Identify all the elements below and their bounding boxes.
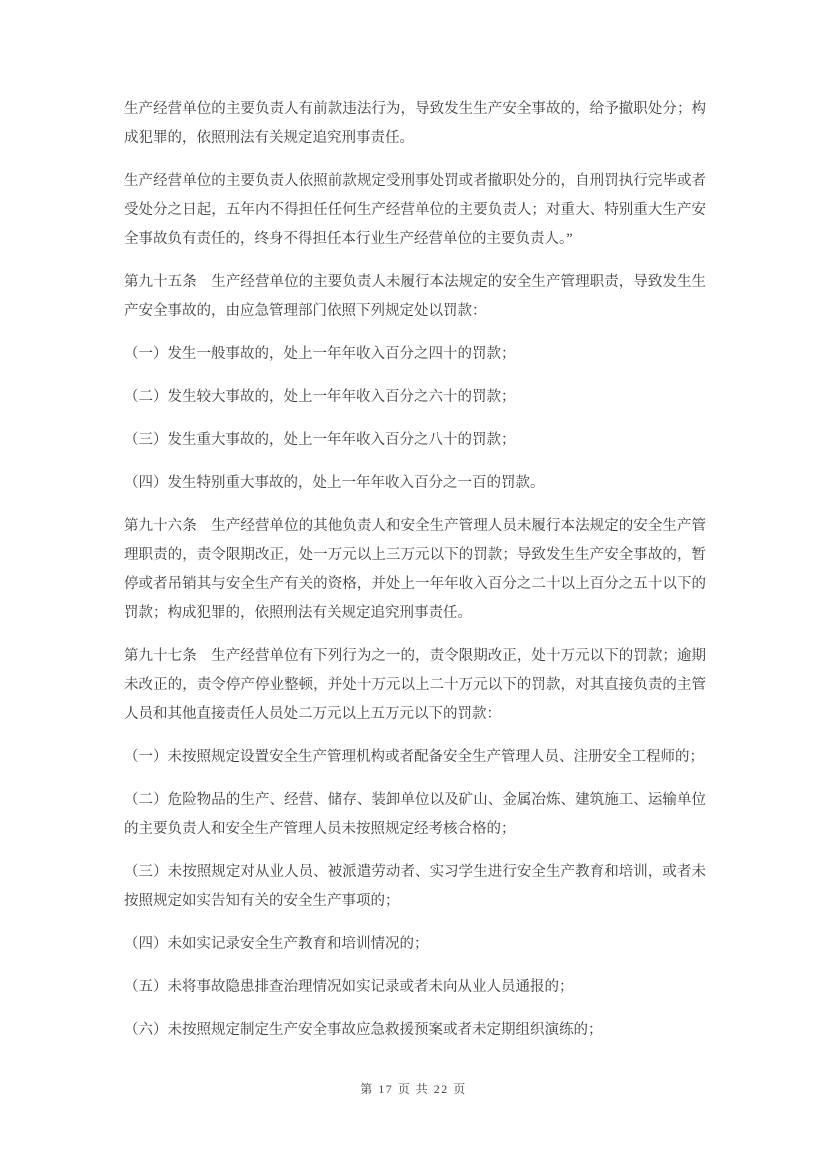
article-95-item-3: （三）发生重大事故的，处上一年年收入百分之八十的罚款； bbox=[124, 432, 516, 448]
article-95-item-2: （二）发生较大事故的，处上一年年收入百分之六十的罚款； bbox=[124, 389, 516, 405]
article-97-item-4: （四）未如实记录安全生产教育和培训情况的； bbox=[124, 936, 429, 952]
article-97-paragraph: 第九十七条 生产经营单位有下列行为之一的，责令限期改正，处十万元以下的罚款；逾期未改正的，责令停产停业整顿，并处十万元以上二十万元以下的罚款，对其直接负责的主管人员和其他直接责任人员处二万元以上五万元以下的罚款： bbox=[124, 648, 706, 722]
article-97-item-3: （三）未按照规定对从业人员、被派遣劳动者、实习学生进行安全生产教育和培训，或者未按照规定如实告知有关的安全生产事项的； bbox=[124, 864, 706, 909]
page-number-footer: 第 17 页 共 22 页 bbox=[360, 1082, 467, 1096]
article-95-item-1: （一）发生一般事故的，处上一年年收入百分之四十的罚款； bbox=[124, 346, 516, 362]
article-97-item-6: （六）未按照规定制定生产安全事故应急救援预案或者未定期组织演练的； bbox=[124, 1022, 603, 1038]
article-96-paragraph: 第九十六条 生产经营单位的其他负责人和安全生产管理人员未履行本法规定的安全生产管理职责的，责令限期改正，处一万元以上三万元以下的罚款；导致发生生产安全事故的，暂停或者吊销其与安全生产有关的资格，并处上一年年收入百分之二十以上百分之五十以下的罚款；构成犯罪的，依照刑法有关规定追究刑事责任。 bbox=[124, 518, 706, 621]
paragraph: 生产经营单位的主要负责人依照前款规定受刑事处罚或者撤职处分的，自刑罚执行完毕或者受处分之日起，五年内不得担任任何生产经营单位的主要负责人；对重大、特别重大生产安全事故负有责任的，终身不得担任本行业生产经营单位的主要负责人。” bbox=[124, 173, 706, 247]
article-97-item-5: （五）未将事故隐患排查治理情况如实记录或者未向从业人员通报的； bbox=[124, 979, 574, 995]
article-97-item-1: （一）未按照规定设置安全生产管理机构或者配备安全生产管理人员、注册安全工程师的； bbox=[124, 749, 704, 765]
article-95-item-4: （四）发生特别重大事故的，处上一年年收入百分之一百的罚款。 bbox=[124, 475, 545, 491]
article-95-paragraph: 第九十五条 生产经营单位的主要负责人未履行本法规定的安全生产管理职责，导致发生生产安全事故的，由应急管理部门依照下列规定处以罚款： bbox=[124, 274, 706, 319]
article-97-item-2: （二）危险物品的生产、经营、储存、装卸单位以及矿山、金属冶炼、建筑施工、运输单位的主要负责人和安全生产管理人员未按照规定经考核合格的； bbox=[124, 792, 706, 837]
document-body bbox=[124, 95, 706, 1059]
paragraph: 生产经营单位的主要负责人有前款违法行为，导致发生生产安全事故的，给予撤职处分；构成犯罪的，依照刑法有关规定追究刑事责任。 bbox=[124, 101, 706, 146]
